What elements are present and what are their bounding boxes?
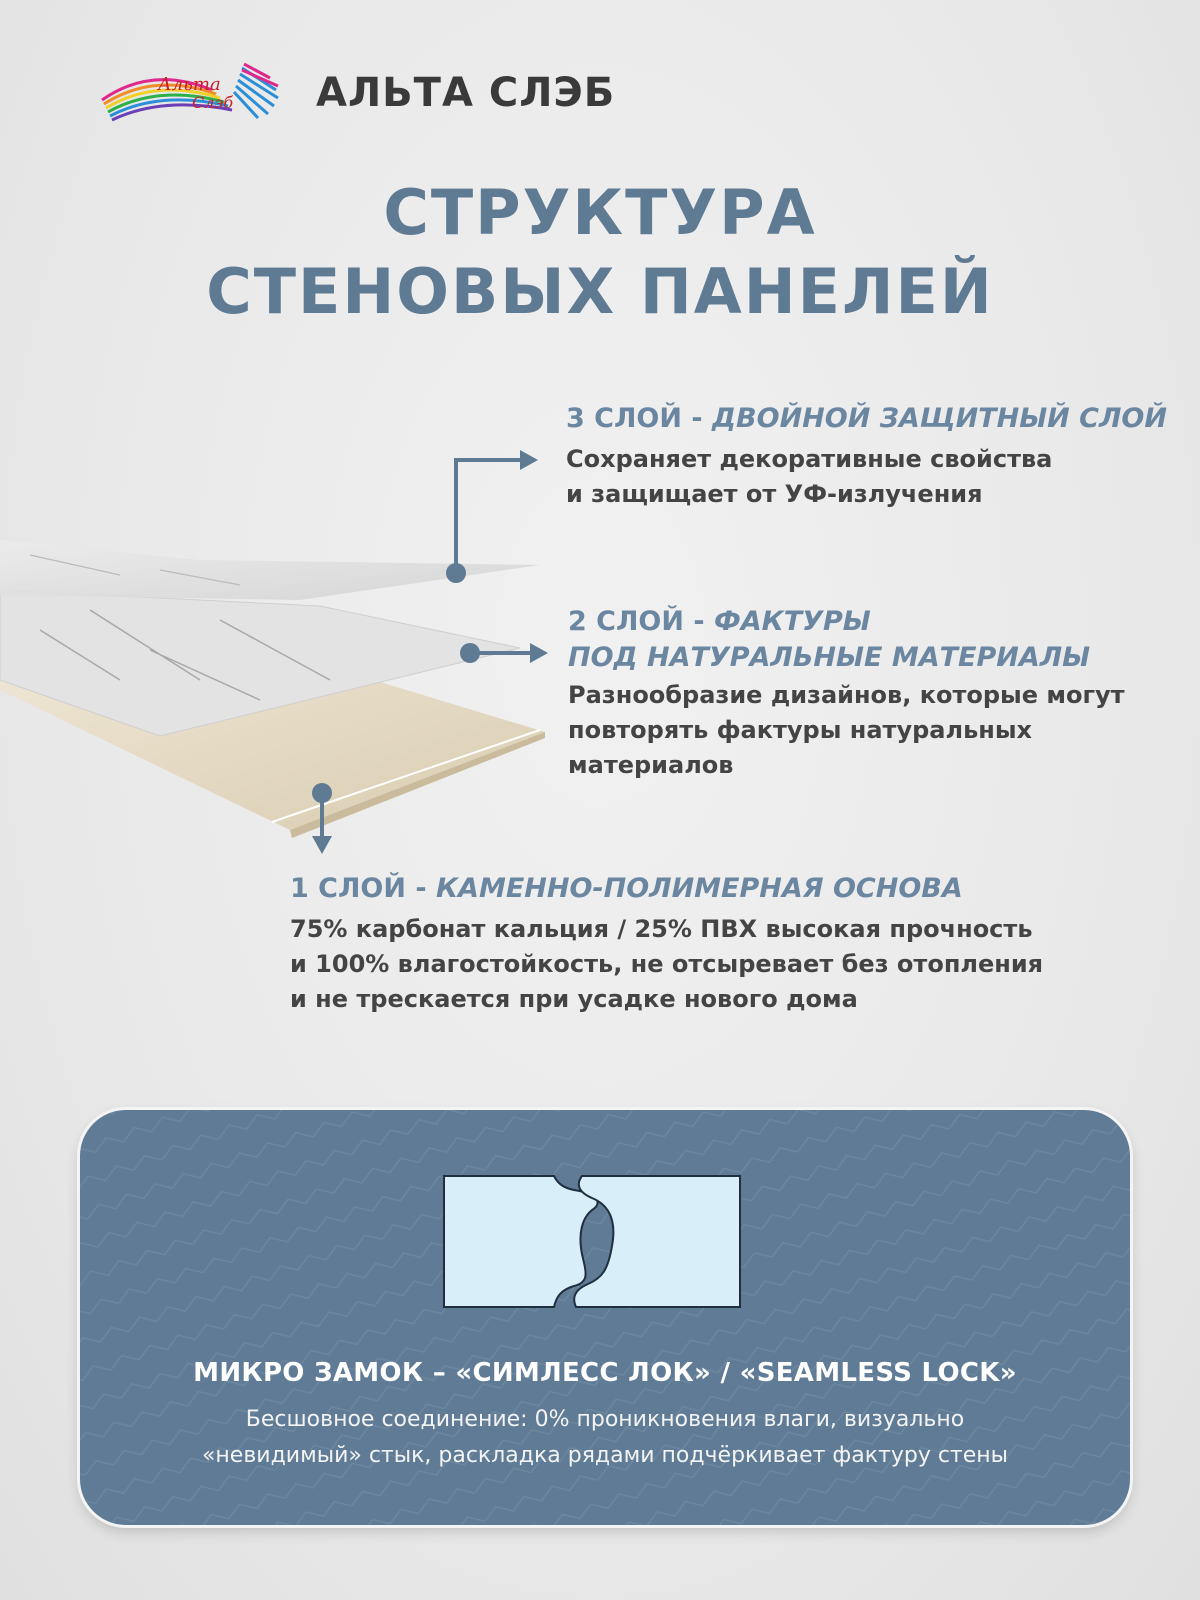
panel-layers-illustration [0,380,600,860]
svg-text:Слэб: Слэб [192,93,234,112]
seamless-lock-banner [80,1110,1130,1525]
layer2-name: ФАКТУРЫ [713,606,871,637]
layer3-label: 3 СЛОЙ - [566,403,712,434]
lock-desc-line2: «невидимый» стык, раскладка рядами подчёркивает фактуру стены [201,1443,1009,1468]
svg-text:Альта: Альта [158,74,221,95]
layer2-name-line2: ПОД НАТУРАЛЬНЫЕ МАТЕРИАЛЫ [568,642,1091,673]
page-title-line1: СТРУКТУРА [383,176,817,249]
layer1-desc-line1: 75% карбонат кальция / 25% ПВХ высокая прочность [290,915,1033,943]
micro-lock-diagram [442,1174,742,1309]
layer2-description [568,678,1125,783]
layer1-label: 1 СЛОЙ - [290,873,436,904]
layer3-desc-line2: и защищает от УФ-излучения [566,480,983,508]
layer1-name: КАМЕННО-ПОЛИМЕРНАЯ ОСНОВА [435,873,963,904]
layer1-heading [290,873,963,904]
layer2-desc-line2: повторять фактуры натуральных [568,716,1033,744]
lock-title: МИКРО ЗАМОК – «СИМЛЕСС ЛОК» / «SEAMLESS LOCK» [193,1358,1017,1388]
layer2-heading [568,604,1090,676]
page-title-line2: СТЕНОВЫХ ПАНЕЛЕЙ [206,255,994,328]
layer2-label: 2 СЛОЙ - [568,606,714,637]
layer3-name: ДВОЙНОЙ ЗАЩИТНЫЙ СЛОЙ [711,403,1167,434]
lock-desc-line1: Бесшовное соединение: 0% проникновения влаги, визуально [245,1407,965,1432]
layer3-description [566,442,1052,512]
layer3-desc-line1: Сохраняет декоративные свойства [566,445,1053,473]
layer1-desc-line2: и 100% влагостойкость, не отсыревает без отопления [290,950,1044,978]
layer2-desc-line3: материалов [568,751,734,779]
alta-slab-logo [92,60,282,124]
layer1-description [290,912,1043,1017]
lock-description [80,1402,1130,1474]
layer3-heading [566,403,1167,434]
layer1-desc-line3: и не трескается при усадке нового дома [290,985,858,1013]
brand-name: АЛЬТА СЛЭБ [316,70,616,116]
layer2-desc-line1: Разнообразие дизайнов, которые могут [568,681,1125,709]
